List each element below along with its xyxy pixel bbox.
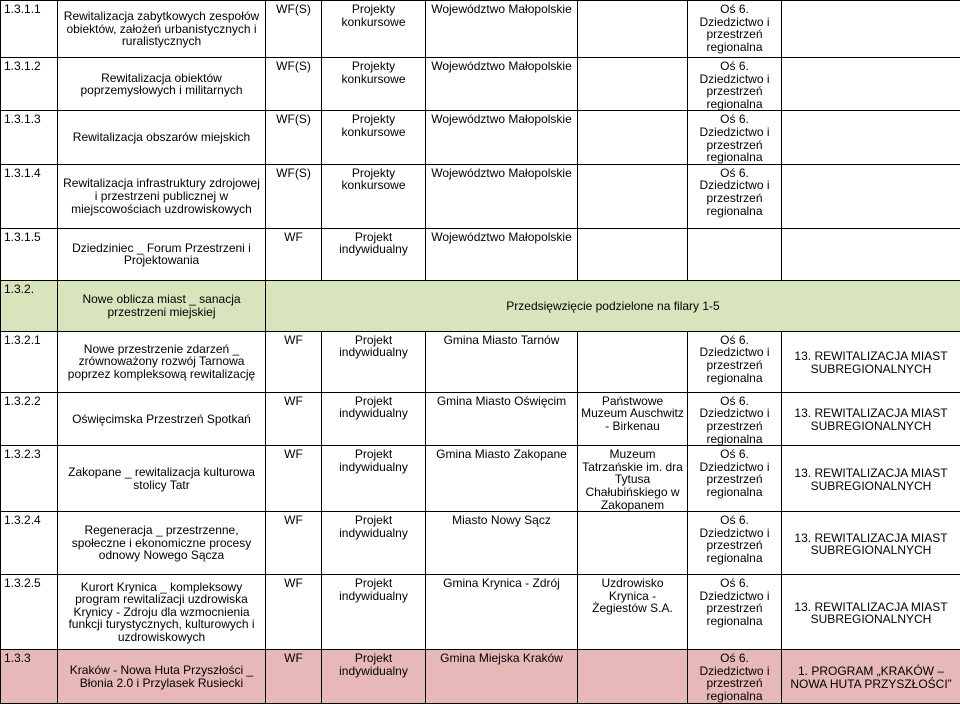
table-row-group-header <box>1 280 960 331</box>
row-mode: Projekty konkursowe <box>322 1 426 58</box>
row-axis: Oś 6. Dziedzictwo i przestrzeń regionalna <box>688 111 782 164</box>
row-partner <box>578 111 688 164</box>
table-body <box>1 1 960 704</box>
row-region: 13. REWITALIZACJA MIAST SUBREGIONALNYCH <box>782 446 960 512</box>
row-form: WF(S) <box>266 164 322 228</box>
row-form: WF(S) <box>266 111 322 164</box>
row-form: WF <box>266 446 322 512</box>
row-beneficiary: Gmina Miasto Tarnów <box>426 331 578 392</box>
row-partner: Uzdrowisko Krynica - Żegiestów S.A. <box>578 575 688 650</box>
row-axis: Oś 6. Dziedzictwo i przestrzeń regionalna <box>688 1 782 58</box>
row-axis: Oś 6. Dziedzictwo i przestrzeń regionalna <box>688 650 782 704</box>
row-region <box>782 58 960 111</box>
table-row <box>1 228 960 280</box>
row-partner <box>578 512 688 575</box>
row-mode: Projekty konkursowe <box>322 111 426 164</box>
row-beneficiary: Gmina Krynica - Zdrój <box>426 575 578 650</box>
row-beneficiary: Województwo Małopolskie <box>426 111 578 164</box>
row-form: WF <box>266 512 322 575</box>
row-partner: Państwowe Muzeum Auschwitz - Birkenau <box>578 392 688 445</box>
row-mode: Projekt indywidualny <box>322 575 426 650</box>
row-form: WF <box>266 575 322 650</box>
table-row <box>1 164 960 228</box>
row-id: 1.3.1.5 <box>1 228 58 280</box>
row-region <box>782 111 960 164</box>
row-name: Rewitalizacja infrastruktury zdrojowej i przestrzeni publicznej w miejscowościach uzdrowiskowych <box>58 164 266 228</box>
row-region: 1. PROGRAM „KRAKÓW – NOWA HUTA PRZYSZŁOŚCI” <box>782 650 960 704</box>
row-beneficiary: Miasto Nowy Sącz <box>426 512 578 575</box>
row-partner <box>578 228 688 280</box>
row-mode: Projekt indywidualny <box>322 228 426 280</box>
row-name: Dziedziniec _ Forum Przestrzeni i Projektowania <box>58 228 266 280</box>
row-region <box>782 1 960 58</box>
row-id: 1.3.2.4 <box>1 512 58 575</box>
row-form: WF <box>266 650 322 704</box>
row-region: 13. REWITALIZACJA MIAST SUBREGIONALNYCH <box>782 331 960 392</box>
row-beneficiary: Województwo Małopolskie <box>426 228 578 280</box>
row-form: WF <box>266 228 322 280</box>
row-name: Kurort Krynica _ kompleksowy program rewitalizacji uzdrowiska Krynicy - Zdroju dla wzmocnienia funkcji turystycznych, kulturowych i uzdrowiskowych <box>58 575 266 650</box>
row-axis: Oś 6. Dziedzictwo i przestrzeń regionalna <box>688 446 782 512</box>
row-id: 1.3.2.1 <box>1 331 58 392</box>
row-mode: Projekt indywidualny <box>322 650 426 704</box>
row-mode: Projekty konkursowe <box>322 58 426 111</box>
row-name: Oświęcimska Przestrzeń Spotkań <box>58 392 266 445</box>
row-beneficiary: Gmina Miasto Oświęcim <box>426 392 578 445</box>
row-partner <box>578 164 688 228</box>
row-form: WF(S) <box>266 1 322 58</box>
row-id: 1.3.1.4 <box>1 164 58 228</box>
row-region: 13. REWITALIZACJA MIAST SUBREGIONALNYCH <box>782 392 960 445</box>
row-mode: Projekt indywidualny <box>322 392 426 445</box>
row-beneficiary: Gmina Miejska Kraków <box>426 650 578 704</box>
row-partner <box>578 1 688 58</box>
row-partner <box>578 331 688 392</box>
row-axis: Oś 6. Dziedzictwo i przestrzeń regionalna <box>688 331 782 392</box>
row-name: Regeneracja _ przestrzenne, społeczne i ekonomiczne procesy odnowy Nowego Sącza <box>58 512 266 575</box>
row-name: Nowe przestrzenie zdarzeń _ zrównoważony rozwój Tarnowa poprzez kompleksową rewitalizację <box>58 331 266 392</box>
row-axis: Oś 6. Dziedzictwo i przestrzeń regionalna <box>688 575 782 650</box>
row-form: WF <box>266 392 322 445</box>
row-beneficiary: Województwo Małopolskie <box>426 164 578 228</box>
row-form: WF(S) <box>266 58 322 111</box>
row-form: WF <box>266 331 322 392</box>
table-row <box>1 650 960 704</box>
row-mode: Projekty konkursowe <box>322 164 426 228</box>
row-name: Rewitalizacja zabytkowych zespołów obiektów, założeń urbanistycznych i ruralistycznych <box>58 1 266 58</box>
row-region: 13. REWITALIZACJA MIAST SUBREGIONALNYCH <box>782 575 960 650</box>
row-beneficiary: Województwo Małopolskie <box>426 58 578 111</box>
table-row <box>1 575 960 650</box>
row-mode: Projekt indywidualny <box>322 512 426 575</box>
row-id: 1.3.1.3 <box>1 111 58 164</box>
row-partner: Muzeum Tatrzańskie im. dra Tytusa Chałubińskiego w Zakopanem <box>578 446 688 512</box>
row-id: 1.3.2.3 <box>1 446 58 512</box>
row-id: 1.3.2.2 <box>1 392 58 445</box>
row-axis: Oś 6. Dziedzictwo i przestrzeń regionalna <box>688 392 782 445</box>
row-mode: Projekt indywidualny <box>322 331 426 392</box>
row-mode: Projekt indywidualny <box>322 446 426 512</box>
row-name: Nowe oblicza miast _ sanacja przestrzeni miejskiej <box>58 280 266 331</box>
row-region: 13. REWITALIZACJA MIAST SUBREGIONALNYCH <box>782 512 960 575</box>
row-id: 1.3.1.1 <box>1 1 58 58</box>
row-axis: Oś 6. Dziedzictwo i przestrzeń regionalna <box>688 512 782 575</box>
row-note: Przedsięwzięcie podzielone na filary 1-5 <box>266 280 960 331</box>
table-row <box>1 1 960 58</box>
row-axis <box>688 228 782 280</box>
row-id: 1.3.2. <box>1 280 58 331</box>
table-row <box>1 111 960 164</box>
row-name: Rewitalizacja obiektów poprzemysłowych i militarnych <box>58 58 266 111</box>
row-axis: Oś 6. Dziedzictwo i przestrzeń regionalna <box>688 58 782 111</box>
table-row <box>1 58 960 111</box>
row-id: 1.3.3 <box>1 650 58 704</box>
row-partner <box>578 58 688 111</box>
row-id: 1.3.1.2 <box>1 58 58 111</box>
row-name: Rewitalizacja obszarów miejskich <box>58 111 266 164</box>
row-partner <box>578 650 688 704</box>
row-region <box>782 164 960 228</box>
row-region <box>782 228 960 280</box>
row-id: 1.3.2.5 <box>1 575 58 650</box>
row-beneficiary: Gmina Miasto Zakopane <box>426 446 578 512</box>
row-beneficiary: Województwo Małopolskie <box>426 1 578 58</box>
row-axis: Oś 6. Dziedzictwo i przestrzeń regionalna <box>688 164 782 228</box>
row-name: Kraków - Nowa Huta Przyszłości _ Błonia 2.0 i Przylasek Rusiecki <box>58 650 266 704</box>
table-row <box>1 331 960 392</box>
table-row <box>1 392 960 445</box>
row-name: Zakopane _ rewitalizacja kulturowa stolicy Tatr <box>58 446 266 512</box>
table-row <box>1 446 960 512</box>
table-row <box>1 512 960 575</box>
